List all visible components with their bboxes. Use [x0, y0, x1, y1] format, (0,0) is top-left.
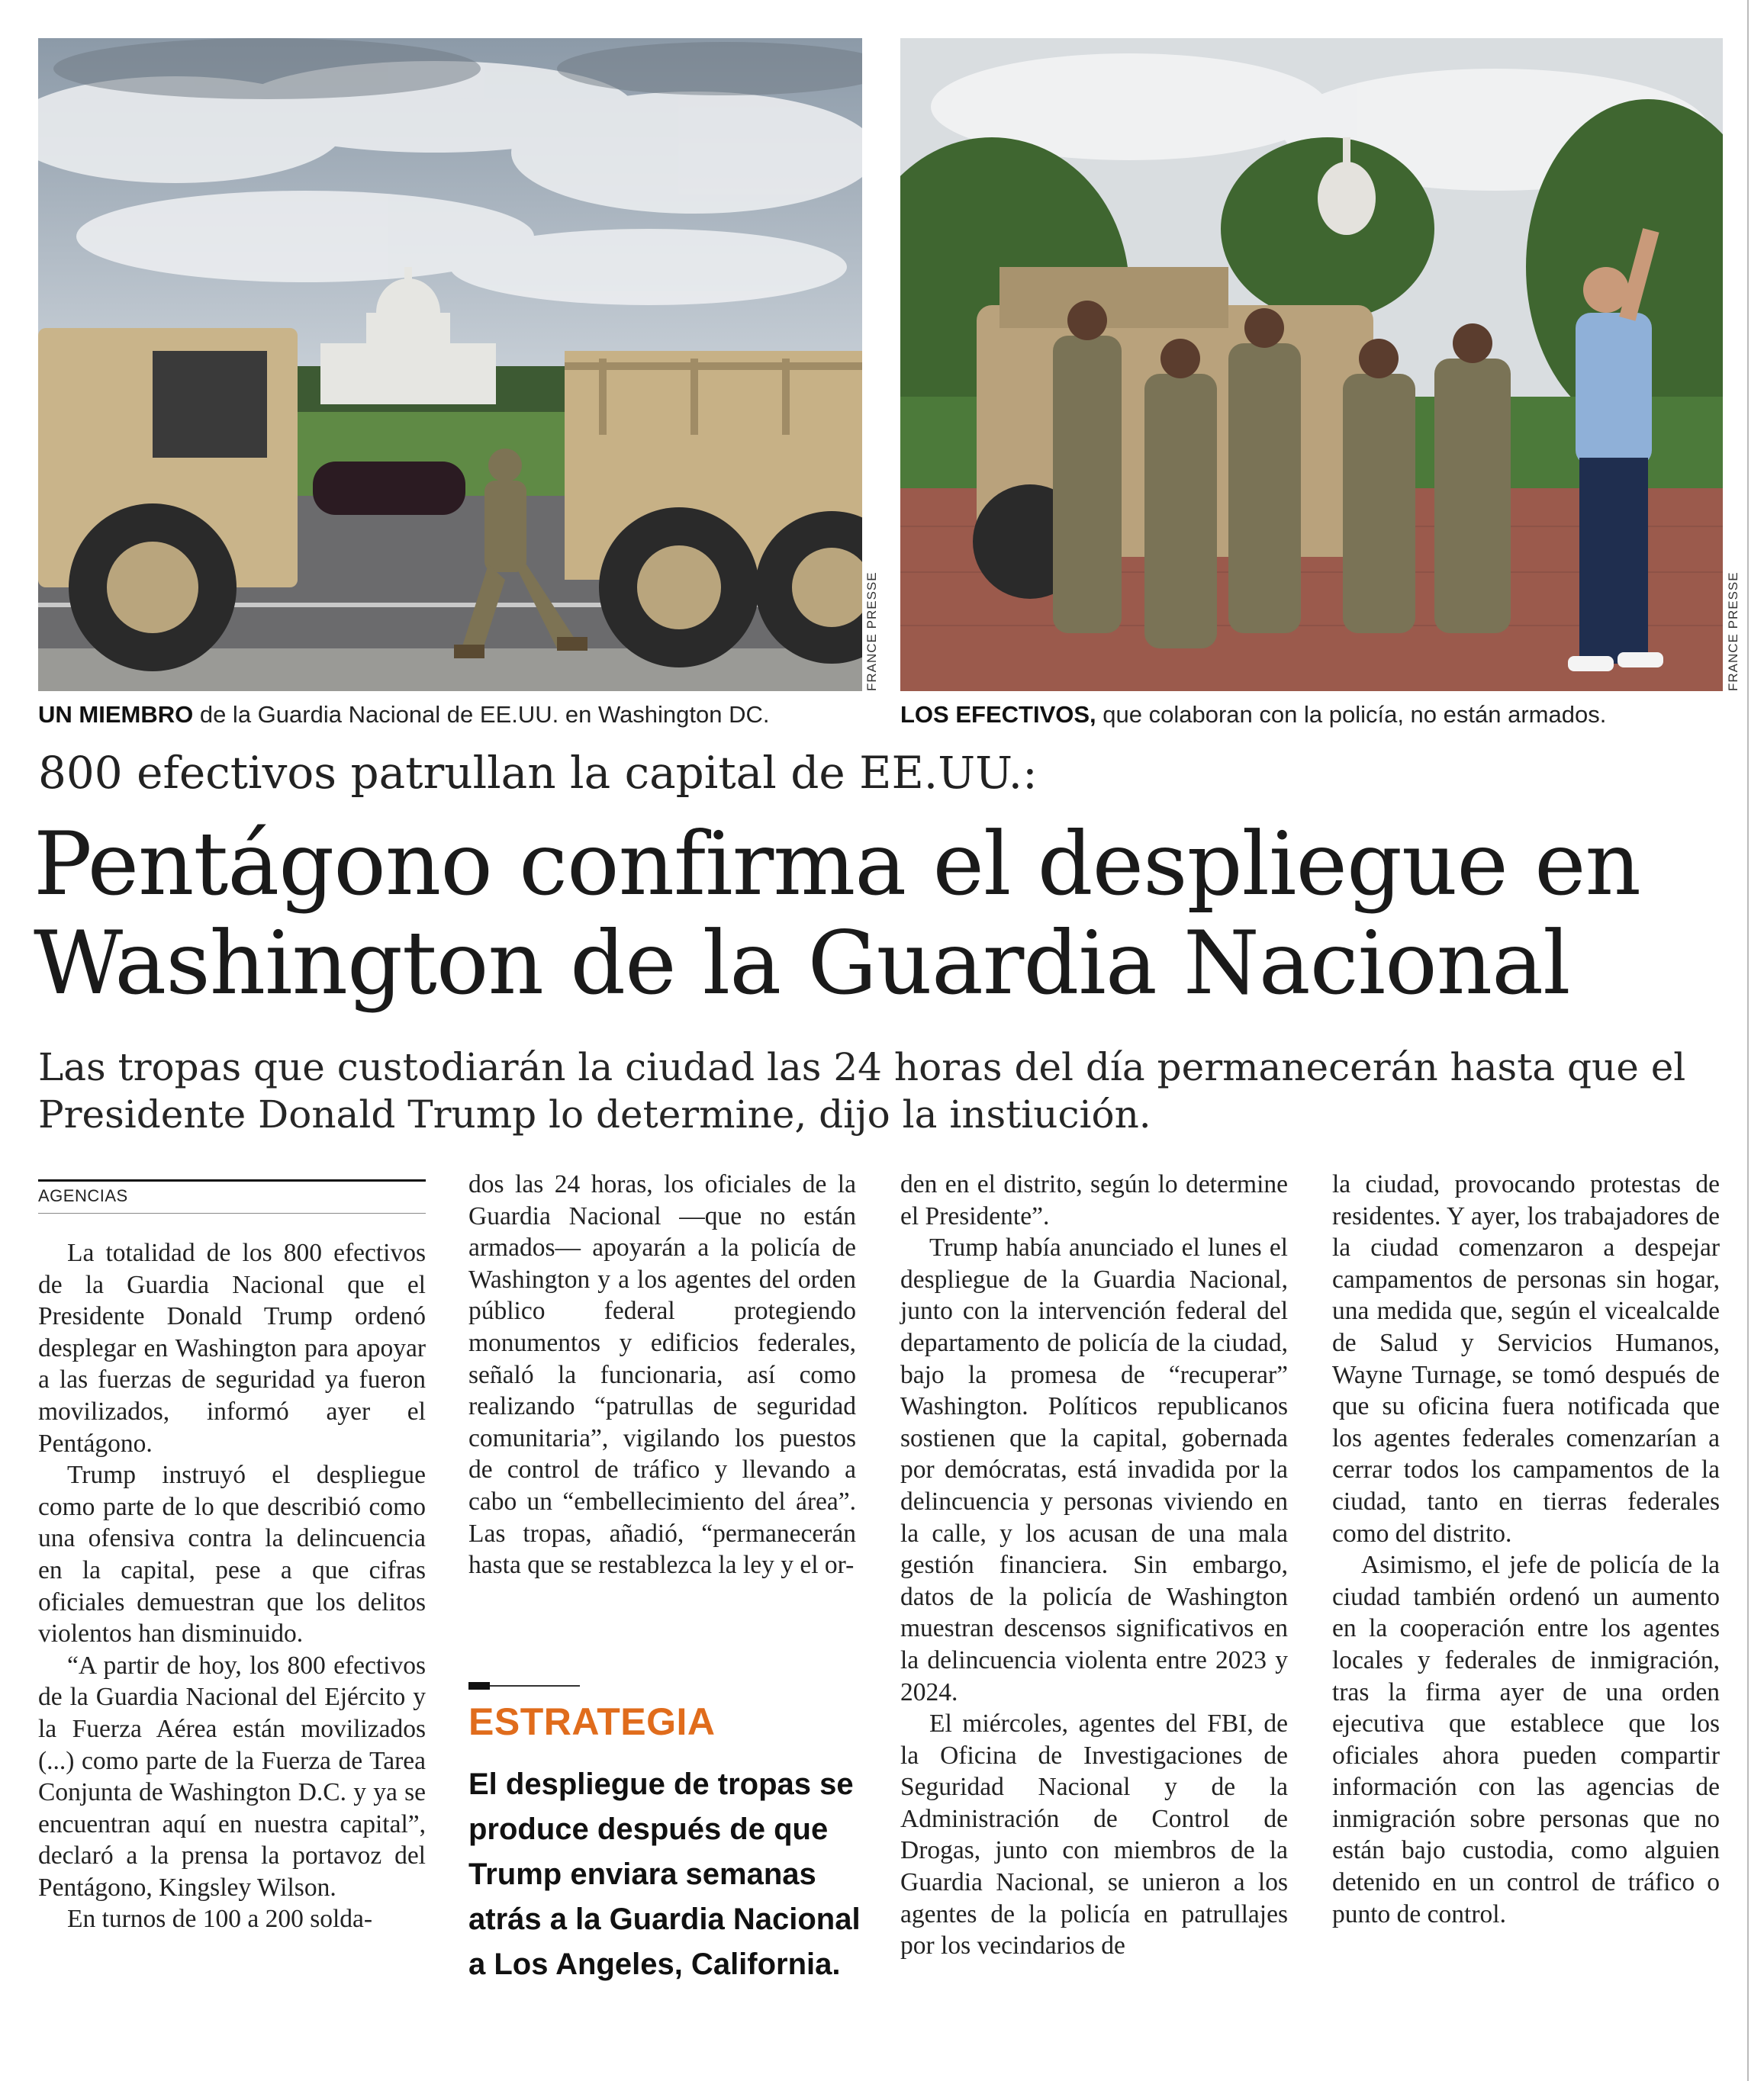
body-column-3	[900, 1169, 1288, 1962]
col4-paragraph-2: Asimismo, el jefe de policía de la ciudad también ordenó un aumento en la cooperación entre los agentes locales y federales de inmigración, tras la firma ayer de una orden ejecutiva que establece que los oficiales ahora pueden compartir información con las agencias de inmigración sobre personas que no están bajo custodia, como alguien detenido en un control de tráfico o punto de control.	[1332, 1551, 1720, 1928]
photo-caption-left	[38, 700, 770, 730]
sidebar-rule-thick	[468, 1682, 490, 1690]
photo-caption-right	[900, 700, 1606, 730]
col3-paragraph-2: Trump había anunciado el lunes el despliegue de la Guardia Nacional, junto con la intervención federal del departamento de policía de la ciudad, bajo la promesa de “recuperar” Washington. Políticos republicanos sostienen que la capital, gobernada por demócratas, está invadida por la delincuencia y personas viviendo en la calle, y los acusan de una mala gestión financiera. Sin embargo, datos de la policía de Washington muestran descensos significativos en la delincuencia violenta entre 2023 y 2024.	[900, 1233, 1288, 1706]
article-kicker: 800 efectivos patrullan la capital de EE.UU.:	[38, 747, 1038, 799]
body-column-2	[468, 1169, 856, 1581]
col1-paragraph-2: Trump instruyó el despliegue como parte de lo que describió como una ofensiva contra la delincuencia en la capital, pese a que cifras oficiales demuestran que los delitos violentos han disminuido.	[38, 1461, 426, 1648]
col1-paragraph-3: “A partir de hoy, los 800 efectivos de la Guardia Nacional del Ejército y la Fuerza Aérea están movilizados (...) como parte de la Fuerza de Tarea Conjunta de Washington D.C. y ya se encuentran aquí en nuestra capital”, declaró a la prensa la portavoz del Pentágono, Kingsley Wilson.	[38, 1651, 426, 1902]
col3-paragraph-1: den en el distrito, según lo determine el Presidente”.	[900, 1170, 1288, 1230]
col1-paragraph-4: En turnos de 100 a 200 solda-	[67, 1905, 373, 1934]
caption-right-lead: LOS EFECTIVOS,	[900, 701, 1096, 728]
photo-left-capitol-trucks	[38, 38, 862, 691]
page-right-rule	[1747, 0, 1749, 2081]
col2-paragraph-1: dos las 24 horas, los oficiales de la Guardia Nacional —que no están armados— apoyarán a la policía de Washington y a los agentes del orden público federal protegiendo monumentos y edificios federales, señaló la funcionaria, así como realizando “patrullas de seguridad comunitaria”, vigilando los puestos de control de tráfico y llevando a cabo un “embellecimiento del área”. Las tropas, añadió, “permanecerán hasta que se restablezca la ley y el or-	[468, 1170, 856, 1580]
photo-credit-right: FRANCE PRESSE	[1726, 571, 1740, 691]
col3-paragraph-3: El miércoles, agentes del FBI, de la Oficina de Investigaciones de Seguridad Nacional y de la Administración de Control de Drogas, junto con miembros de la Guardia Nacional, se unieron a los agentes de la policía en patrullajes por los vecindarios de	[900, 1710, 1288, 1960]
byline-bottom-rule	[38, 1213, 426, 1214]
sidebar-title: ESTRATEGIA	[468, 1700, 716, 1743]
body-column-1	[38, 1237, 426, 1935]
photo-credit-left: FRANCE PRESSE	[864, 571, 879, 691]
byline-top-rule	[38, 1179, 426, 1182]
body-column-4	[1332, 1169, 1720, 1930]
caption-left-text: de la Guardia Nacional de EE.UU. en Washington DC.	[193, 701, 770, 728]
caption-left-lead: UN MIEMBRO	[38, 701, 194, 728]
article-byline: AGENCIAS	[38, 1186, 128, 1205]
sidebar-text: El despliegue de tropas se produce después de que Trump enviara semanas atrás a la Guardia Nacional a Los Angeles, California.	[468, 1767, 861, 1981]
sidebar-rule-thin	[490, 1685, 580, 1687]
col1-paragraph-1: La totalidad de los 800 efectivos de la Guardia Nacional que el Presidente Donald Trump ordenó desplegar en Washington para apoyar a las fuerzas de seguridad ya fueron movilizados, informó ayer el Pentágono.	[38, 1239, 426, 1458]
col4-paragraph-1: la ciudad, provocando protestas de residentes. Y ayer, los trabajadores de la ciudad comenzaron a despejar campamentos de personas sin hogar, una medida que, según el vicealcalde de Salud y Servicios Humanos, Wayne Turnage, se tomó después de que su oficina fuera notificada que los agentes federales comenzarían a cerrar todos los campamentos de la ciudad, tanto en tierras federales como del distrito.	[1332, 1170, 1720, 1548]
article-deck: Las tropas que custodiarán la ciudad las 24 horas del día permanecerán hasta que el Presidente Donald Trump lo determine, dijo la instiución.	[38, 1045, 1686, 1137]
photo-right-soldiers-selfie	[900, 38, 1723, 691]
article-headline: Pentágono confirma el despliegue en Washington de la Guardia Nacional	[34, 813, 1640, 1014]
caption-right-text: que colaboran con la policía, no están armados.	[1096, 701, 1607, 728]
